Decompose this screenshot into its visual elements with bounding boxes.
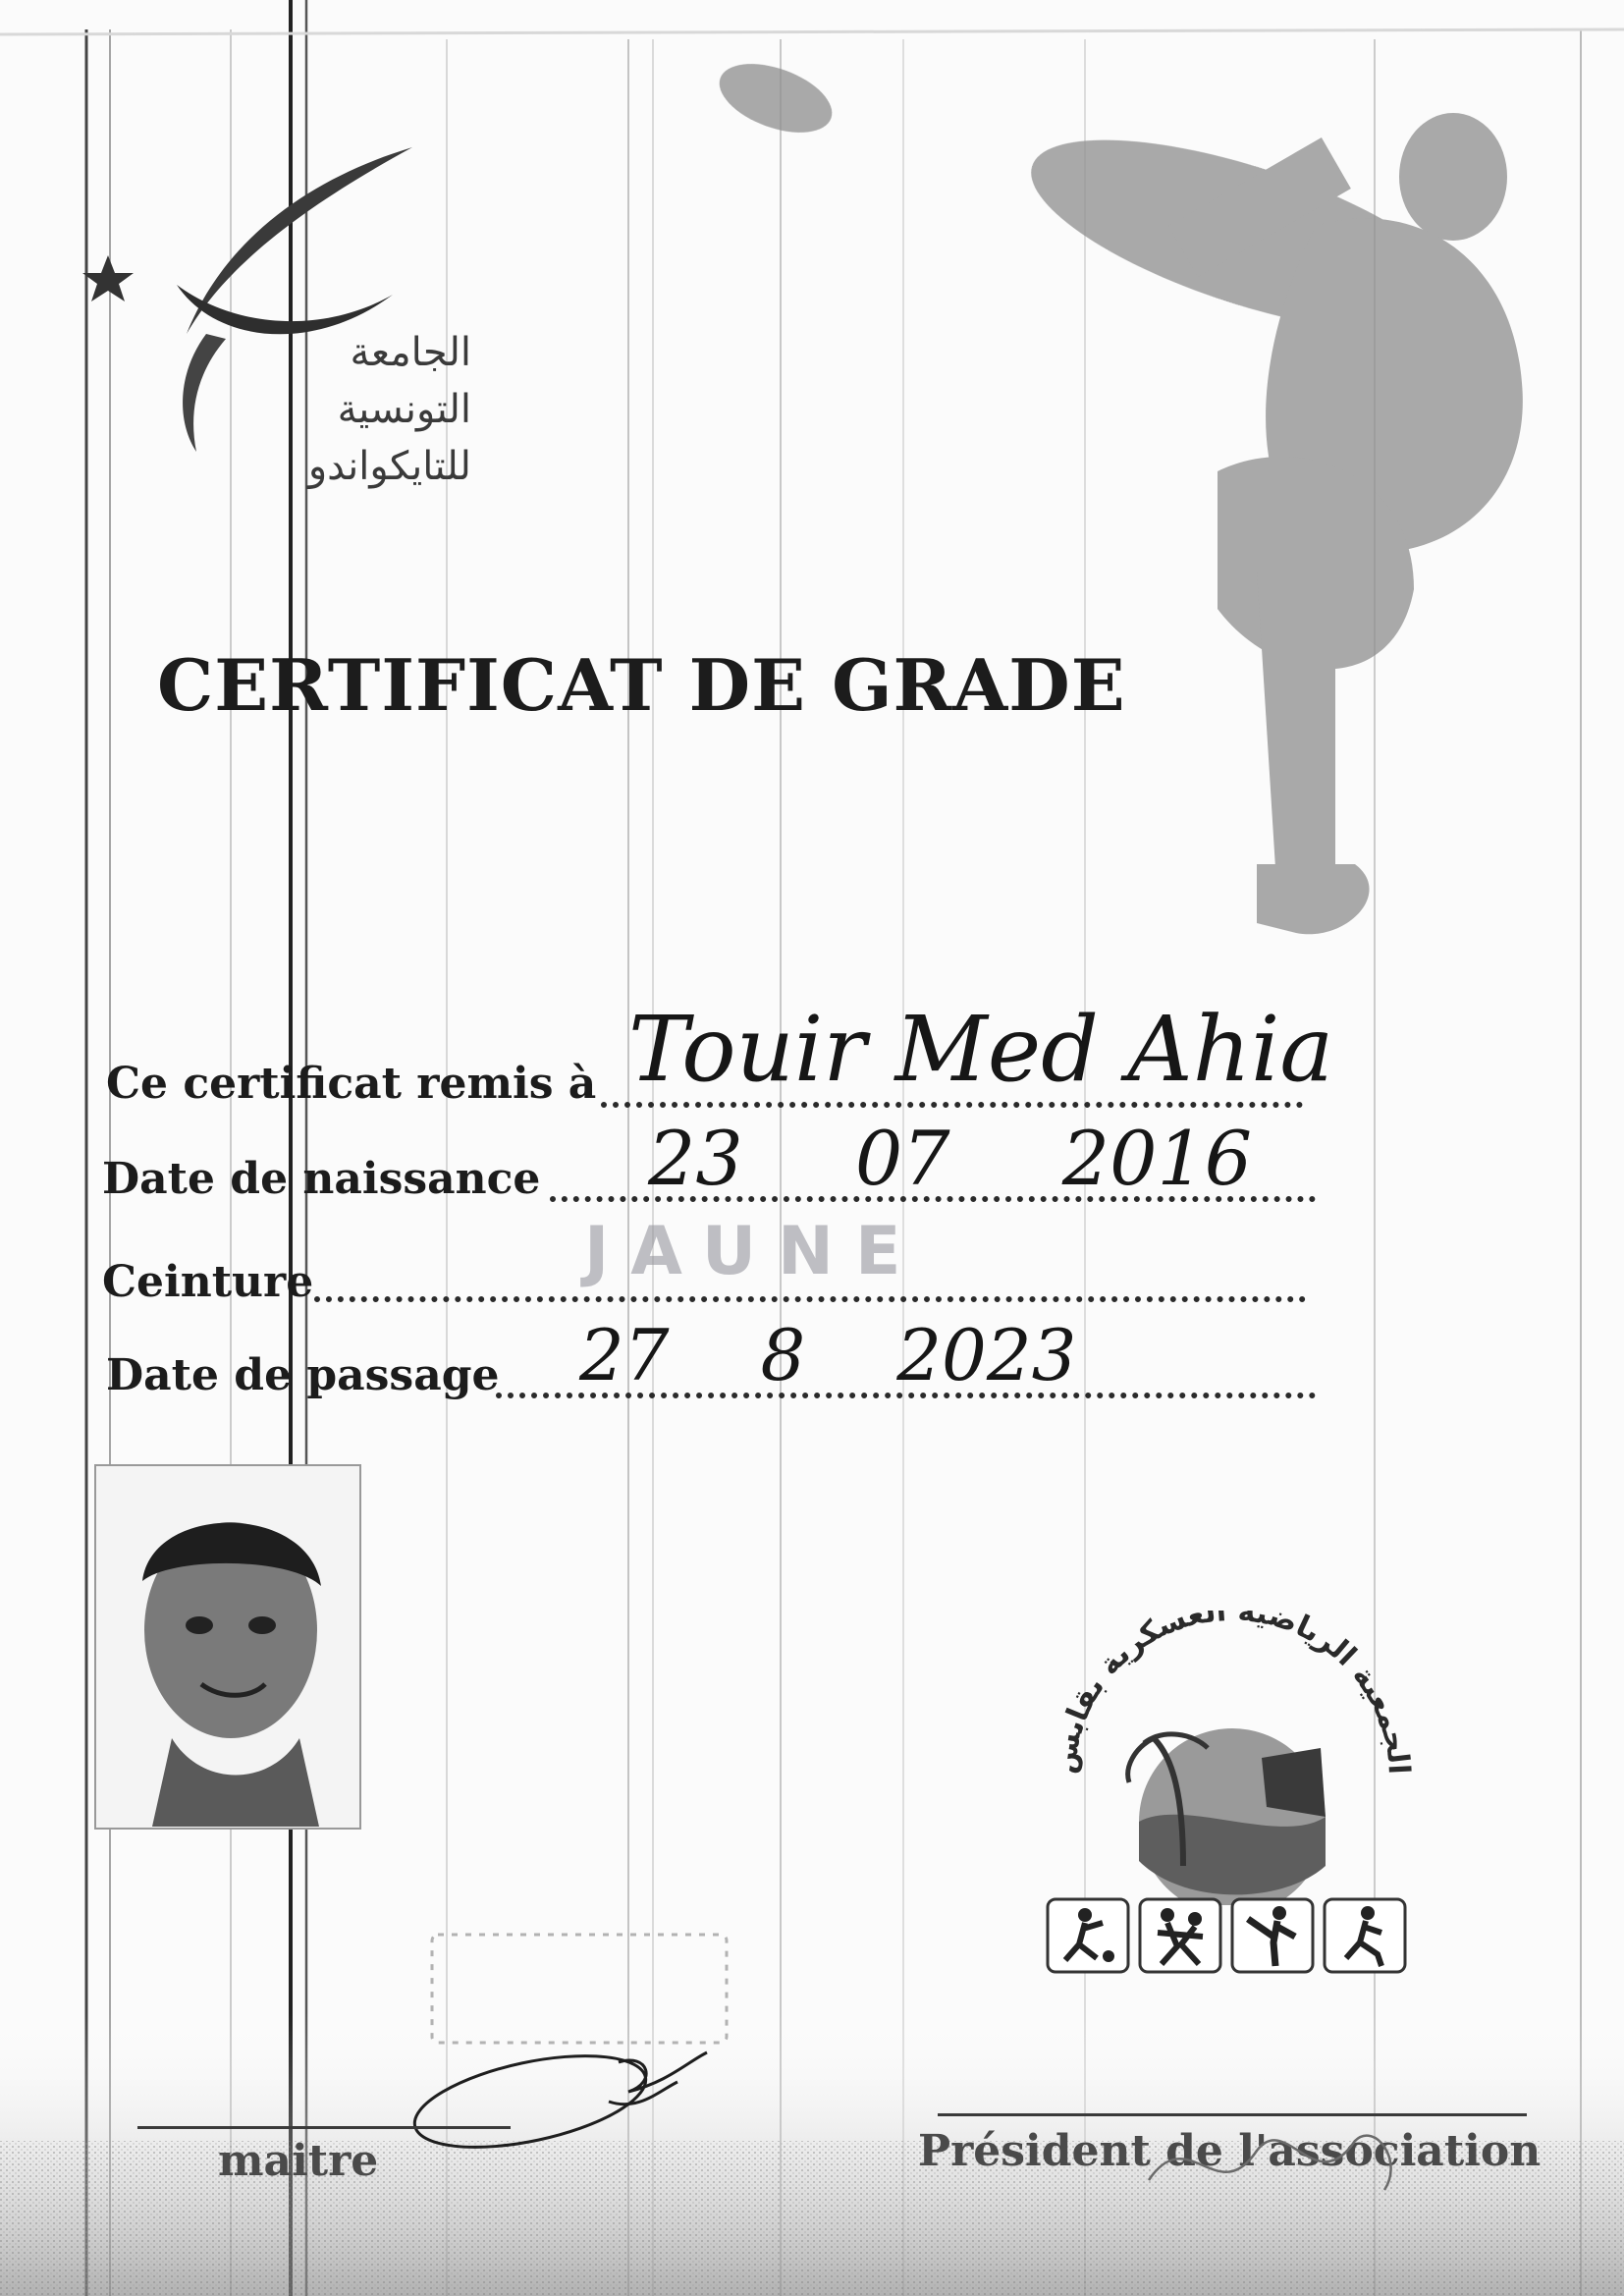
certificate-title: CERTIFICAT DE GRADE: [157, 643, 1126, 727]
maitre-label: maitre: [218, 2136, 379, 2186]
kicker-silhouette: [707, 59, 1571, 1002]
president-label: Président de l'association: [918, 2126, 1542, 2176]
exam-date-value: 27 8 2023: [579, 1314, 1077, 1396]
association-name: الجمعية الرياضية العسكرية بقابس: [1047, 1611, 1417, 1777]
sport-icons-row: [1046, 1897, 1419, 1974]
birthdate-label: Date de naissance: [102, 1154, 541, 1204]
federation-name-line-3: للتايكواندو: [307, 444, 471, 489]
president-signature: [1129, 2102, 1424, 2219]
recipient-label: Ce certificat remis à: [106, 1059, 597, 1109]
recipient-photo: [93, 1463, 368, 1836]
belt-dotted-line: [314, 1296, 1306, 1302]
recipient-value: Touir Med Ahia: [628, 997, 1334, 1102]
federation-name: [206, 324, 471, 495]
birthdate-value: 23 07 2016: [648, 1115, 1253, 1202]
karate-kick-icon: [1230, 1897, 1315, 1974]
association-emblem-circle: [1036, 1611, 1429, 1905]
belt-value-stamp: JAUNE: [584, 1213, 923, 1290]
football-icon: [1046, 1897, 1130, 1974]
wrestling-icon: [1138, 1897, 1222, 1974]
maitre-signature-line: [137, 2126, 511, 2129]
belt-label: Ceinture: [102, 1257, 314, 1307]
maitre-signature: [412, 1915, 766, 2151]
recipient-dotted-line: [601, 1102, 1303, 1108]
exam-date-label: Date de passage: [106, 1350, 500, 1400]
association-emblem: [1036, 1611, 1429, 1994]
federation-name-line-1: الجامعة: [350, 330, 471, 375]
federation-name-line-2: التونسية: [337, 387, 471, 432]
runner-icon: [1323, 1897, 1407, 1974]
